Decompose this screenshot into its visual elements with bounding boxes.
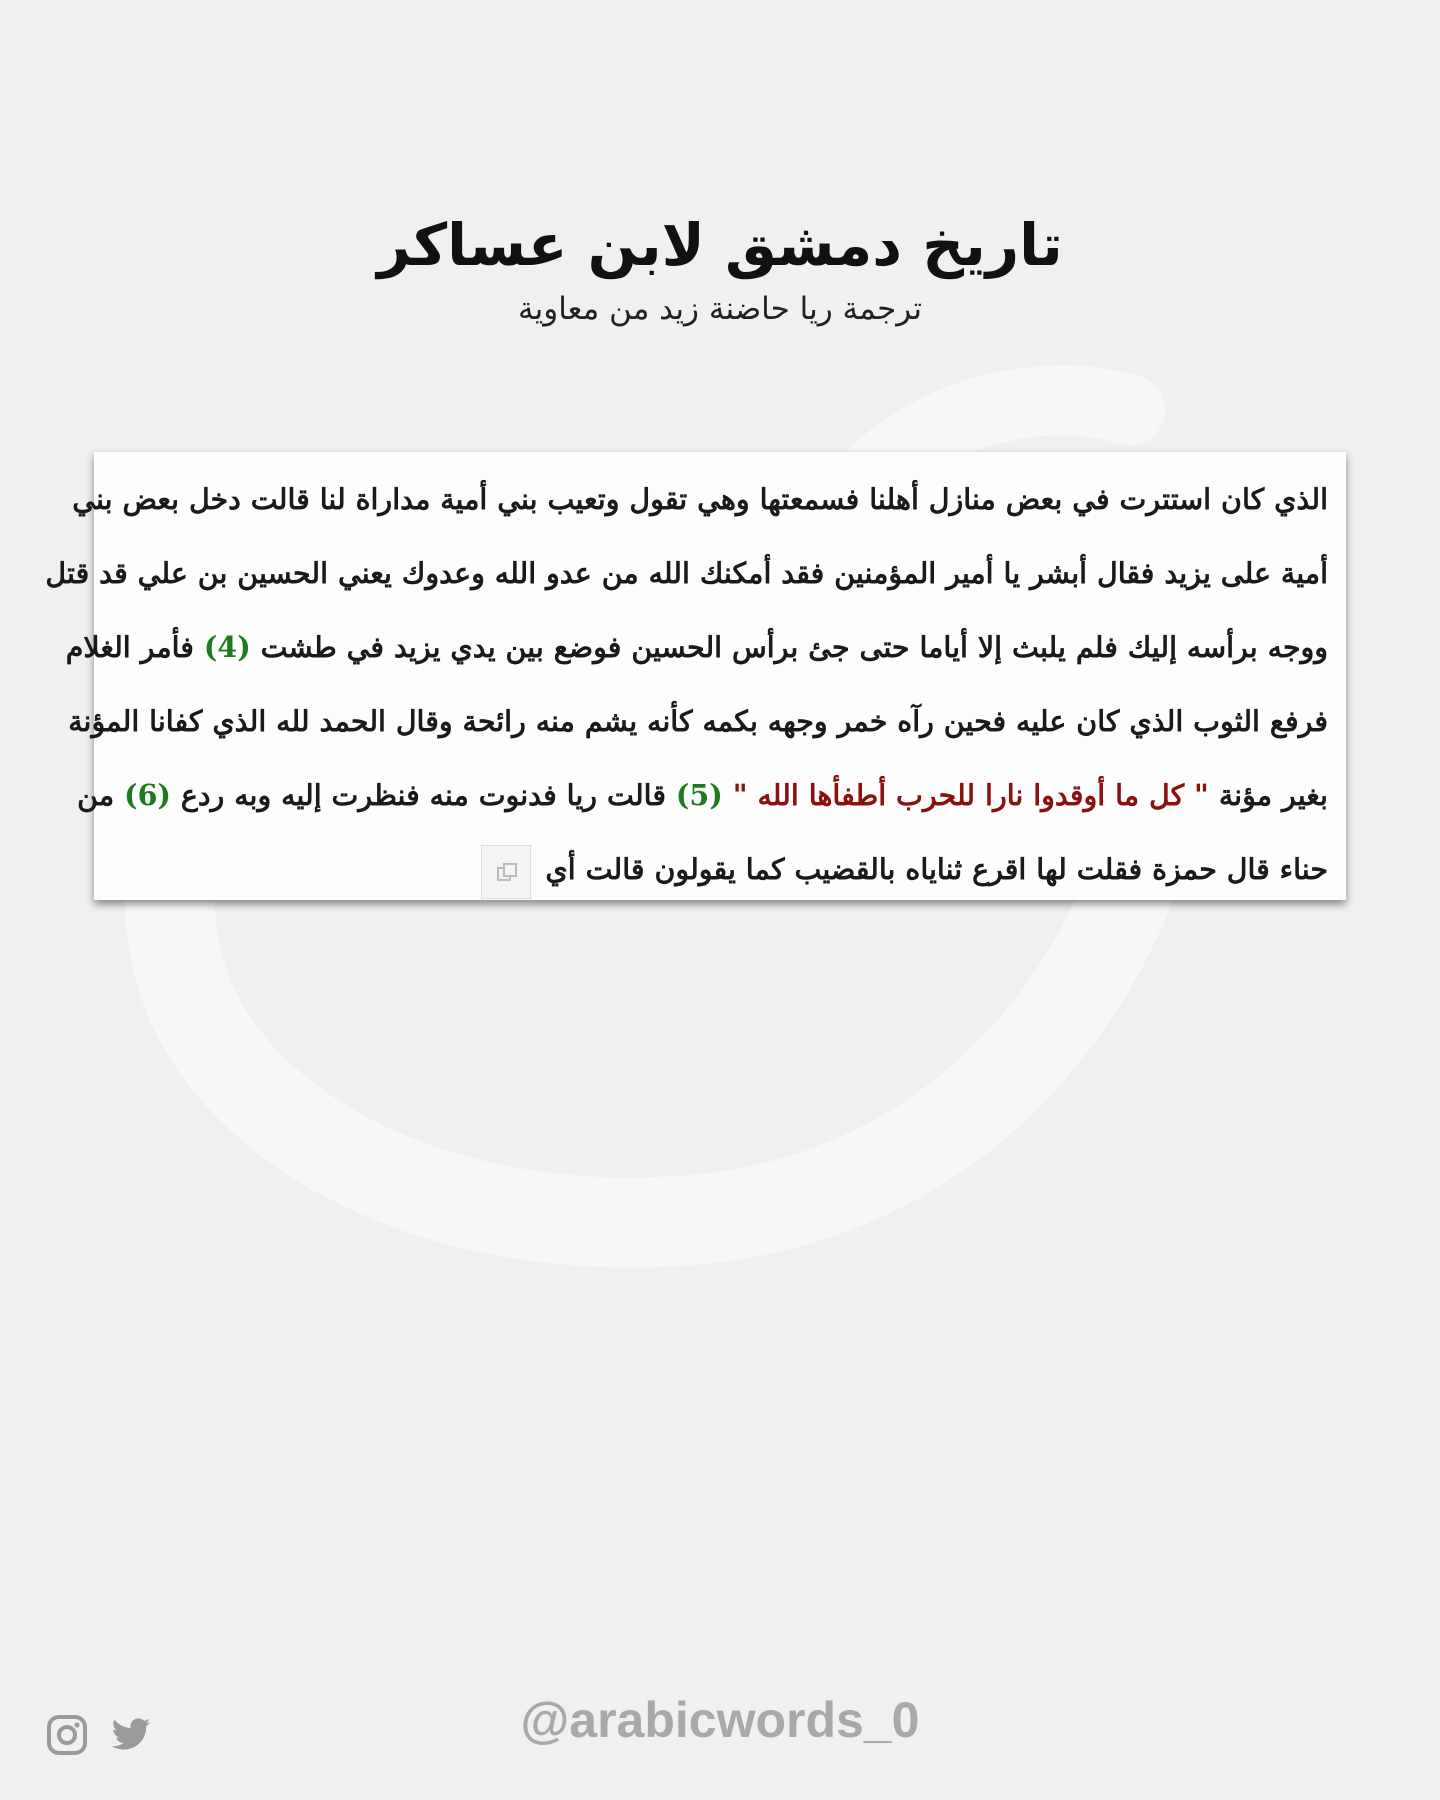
book-excerpt [45,452,1346,900]
excerpt-line [72,462,1328,536]
page-subtitle: ترجمة ريا حاضنة زيد من معاوية [518,291,922,327]
excerpt-line [65,610,1328,684]
header [0,205,1440,331]
excerpt-text: فرفع الثوب الذي كان عليه فحين رآه خمر وجهه بكمه كأنه يشم منه رائحة وقال الحمد لله الذي كفانا المؤنة [68,704,1328,738]
excerpt-line [45,536,1328,610]
page-title: تاريخ دمشق لابن عساكر [377,211,1063,279]
excerpt-line [77,758,1328,832]
excerpt-text: فأمر الغلام [65,630,194,664]
excerpt-line [68,684,1328,758]
quran-quote: " كل ما أوقدوا نارا للحرب أطفأها الله " [732,778,1209,812]
footnote-marker: (5) [675,778,723,812]
account-handle: @arabicwords_0 [520,1692,920,1748]
excerpt-text: الذي كان استترت في بعض منازل أهلنا فسمعتها وهي تقول وتعيب بني أمية مداراة لنا قالت دخل بعض بني [72,482,1328,516]
copy-icon[interactable] [481,845,531,899]
excerpt-text: ووجه برأسه إليك فلم يلبث إلا أياما حتى جئ برأس الحسين فوضع بين يدي يزيد في طشت [260,630,1328,664]
footnote-marker: (6) [124,778,171,812]
excerpt-text: أمية على يزيد فقال أبشر يا أمير المؤمنين فقد أمكنك الله من عدو الله وعدوك يعني الحسين بن علي قد قتل [45,556,1328,590]
excerpt-text: بغير مؤنة [1218,778,1328,812]
excerpt-text: حناء قال حمزة فقلت لها اقرع ثناياه بالقضيب كما يقولون قالت أي [545,852,1328,886]
excerpt-text: قالت ريا فدنوت منه فنظرت إليه وبه ردع [180,778,666,812]
excerpt-line [112,832,1328,906]
footnote-marker: (4) [203,630,251,664]
excerpt-text: من [77,778,115,812]
